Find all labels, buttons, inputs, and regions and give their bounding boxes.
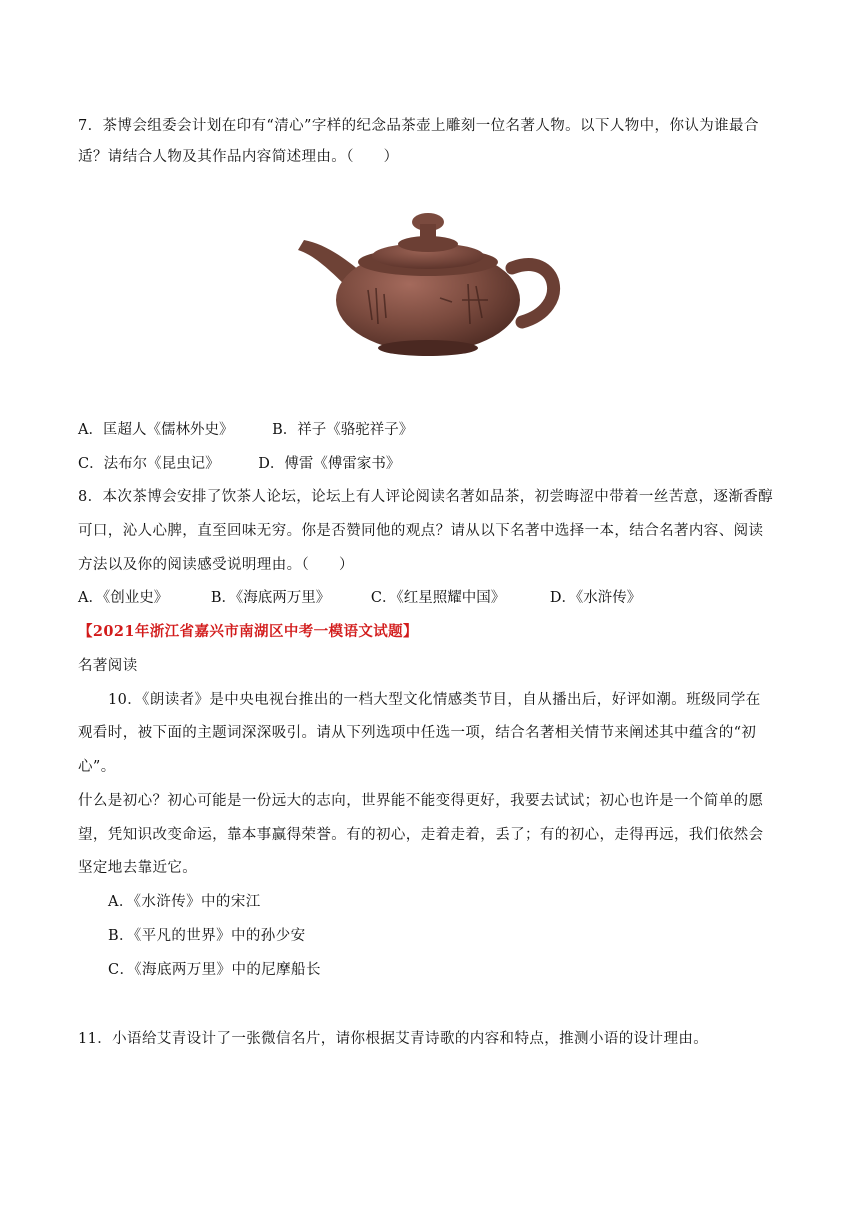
q7-option-c[interactable]: C．法布尔《昆虫记》 bbox=[78, 456, 220, 472]
q8-option-b[interactable]: B．《海底两万里》 bbox=[210, 590, 331, 606]
teapot-image bbox=[290, 200, 570, 365]
q10-paragraph-line-3: 坚定地去靠近它。 bbox=[78, 860, 198, 876]
q7-line-2: 适？请结合人物及其作品内容简述理由。（ ） bbox=[78, 149, 399, 165]
q7-option-b[interactable]: B．祥子《骆驼祥子》 bbox=[272, 422, 414, 438]
q8-line-2: 可口，沁人心脾，直至回味无穷。你是否赞同他的观点？请从以下名著中选择一本，结合名著内容、阅读 bbox=[78, 523, 764, 539]
q8-line-3: 方法以及你的阅读感受说明理由。（ ） bbox=[78, 557, 354, 573]
q11-line-1: 11．小语给艾青设计了一张微信名片，请你根据艾青诗歌的内容和特点，推测小语的设计理由。 bbox=[78, 1031, 709, 1047]
q10-line-2: 观看时，被下面的主题词深深吸引。请从下列选项中任选一项，结合名著相关情节来阐述其中蕴含的“初 bbox=[78, 725, 757, 741]
q10-option-b[interactable]: B．《平凡的世界》中的孙少安 bbox=[108, 928, 306, 944]
q7-option-d[interactable]: D．傅雷《傅雷家书》 bbox=[258, 456, 401, 472]
q8-option-c[interactable]: C．《红星照耀中国》 bbox=[370, 590, 506, 606]
q8-options-row bbox=[78, 586, 641, 607]
q7-line-1: 7．茶博会组委会计划在印有“清心”字样的纪念品茶壶上雕刻一位名著人物。以下人物中，你认为谁最合 bbox=[78, 118, 759, 134]
q10-option-a[interactable]: A．《水浒传》中的宋江 bbox=[108, 894, 261, 910]
q8-option-a[interactable]: A．《创业史》 bbox=[78, 590, 169, 606]
q7-options-row-2 bbox=[78, 452, 400, 473]
section-title: 名著阅读 bbox=[78, 658, 138, 674]
q8-line-1: 8．本次茶博会安排了饮茶人论坛，论坛上有人评论阅读名著如品茶，初尝晦涩中带着一丝苦意，逐渐香醇 bbox=[78, 489, 774, 505]
q7-option-a[interactable]: A．匡超人《儒林外史》 bbox=[78, 422, 234, 438]
source-heading: 【2021年浙江省嘉兴市南湖区中考一模语文试题】 bbox=[78, 623, 418, 640]
q7-options-row-1 bbox=[78, 418, 413, 439]
q10-option-c[interactable]: C．《海底两万里》中的尼摩船长 bbox=[108, 962, 321, 978]
q10-paragraph-line-2: 望，凭知识改变命运，靠本事赢得荣誉。有的初心，走着走着，丢了；有的初心，走得再远，我们依然会 bbox=[78, 827, 764, 843]
q10-line-1: 10．《朗读者》是中央电视台推出的一档大型文化情感类节目，自从播出后，好评如潮。班级同学在 bbox=[108, 692, 761, 708]
q10-line-3: 心”。 bbox=[78, 759, 116, 775]
q10-paragraph-line-1: 什么是初心？初心可能是一份远大的志向，世界能不能变得更好，我要去试试；初心也许是一个简单的愿 bbox=[78, 793, 764, 809]
q8-option-d[interactable]: D．《水浒传》 bbox=[549, 590, 642, 606]
